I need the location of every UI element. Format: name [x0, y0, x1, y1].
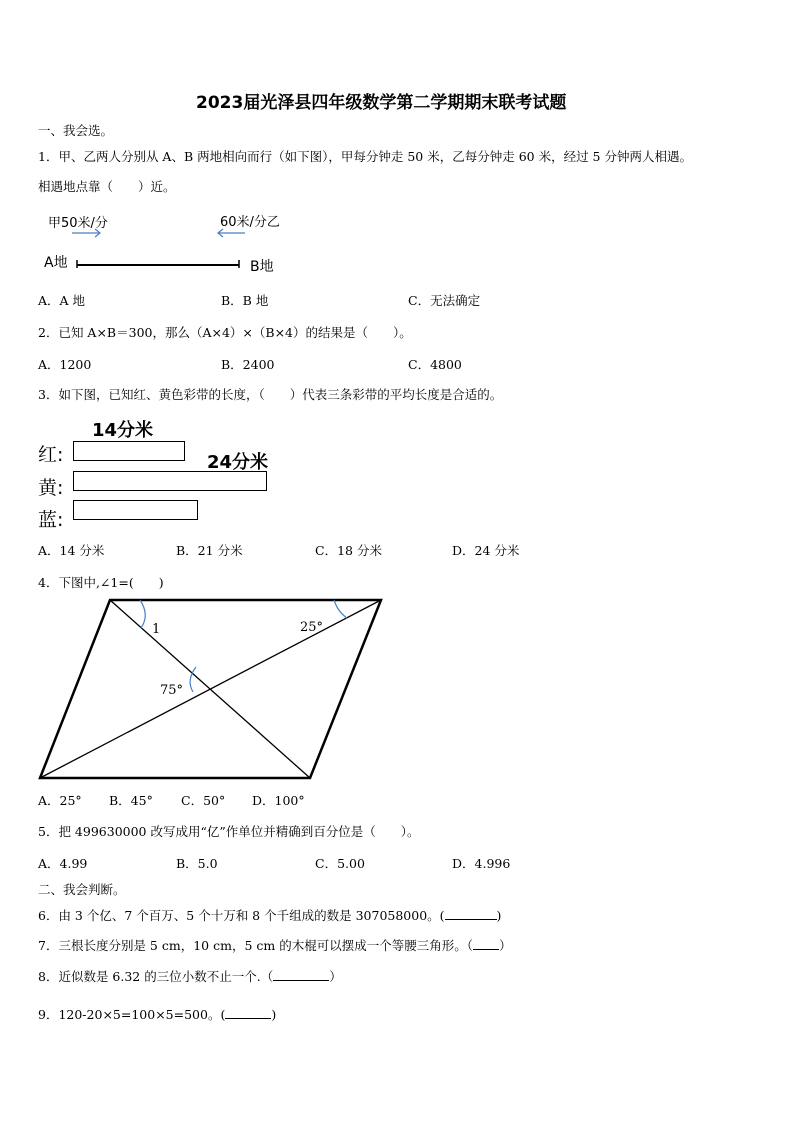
red-ribbon-bar	[73, 441, 185, 461]
point-a-label: A地	[44, 255, 68, 271]
q3-option-d: D．24 分米	[452, 543, 520, 558]
question-3-text: 3．如下图，已知红、黄色彩带的长度，（ ）代表三条彩带的平均长度是合适的。	[38, 387, 503, 402]
question-7-text: 7．三根长度分别是 5 cm，10 cm，5 cm 的木棍可以摆成一个等腰三角形。（ ）	[38, 938, 512, 953]
point-b-label: B地	[250, 259, 274, 275]
angle-25-label: 25°	[300, 620, 324, 635]
answer-blank-7[interactable]	[473, 937, 499, 950]
yellow-ribbon-bar	[73, 471, 267, 491]
question-6-text: 6．由 3 个亿、7 个百万、5 个十万和 8 个千组成的数是 307058000。( )	[38, 908, 502, 923]
question-4-text: 4．下图中,∠1=( )	[38, 575, 164, 590]
q1-option-c: C．无法确定	[408, 293, 481, 308]
q3-option-b: B．21 分米	[176, 543, 243, 558]
angle-25-arc	[334, 600, 347, 618]
question-1-figure	[40, 208, 290, 278]
angle-1-label: 1	[152, 622, 161, 637]
q4-option-c: C．50°	[181, 793, 226, 808]
question-8-text: 8．近似数是 6.32 的三位小数不止一个.（ ）	[38, 969, 342, 984]
blue-ribbon-bar	[73, 500, 198, 520]
q4-option-a: A．25°	[38, 793, 82, 808]
q5-option-a: A．4.99	[38, 856, 88, 871]
section-heading-choice: 一、我会选。	[38, 123, 114, 138]
q3-option-c: C．18 分米	[315, 543, 382, 558]
yi-speed-label: 60米/分乙	[220, 215, 280, 230]
question-6-body: 6．由 3 个亿、7 个百万、5 个十万和 8 个千组成的数是 307058000。(	[38, 908, 445, 923]
angle-75-arc	[190, 667, 196, 692]
question-7-body: 7．三根长度分别是 5 cm，10 cm，5 cm 的木棍可以摆成一个等腰三角形。（	[38, 938, 473, 953]
question-9-text: 9．120-20×5=100×5=500。( )	[38, 1007, 277, 1022]
answer-blank-6[interactable]	[445, 907, 497, 920]
q2-option-b: B．2400	[221, 357, 275, 372]
blue-ribbon-label: 蓝:	[38, 509, 64, 531]
q4-option-b: B．45°	[109, 793, 153, 808]
question-8-body: 8．近似数是 6.32 的三位小数不止一个.（	[38, 969, 274, 984]
diagonal-2	[40, 600, 381, 778]
page-title: 2023届光泽县四年级数学第二学期期末联考试题	[196, 93, 567, 113]
question-3-figure	[38, 414, 278, 529]
q1-option-a: A．A 地	[38, 293, 86, 308]
question-1-text: 1．甲、乙两人分别从 A、B 两地相向而行（如下图），甲每分钟走 50 米，乙每分钟走 60 米，经过 5 分钟两人相遇。	[38, 149, 692, 164]
yellow-length-label: 24分米	[207, 452, 269, 473]
q1-option-b: B．B 地	[221, 293, 269, 308]
q4-option-d: D．100°	[252, 793, 305, 808]
angle-1-arc	[140, 600, 145, 628]
q3-option-a: A．14 分米	[38, 543, 105, 558]
q5-option-c: C．5.00	[315, 856, 365, 871]
question-2-text: 2．已知 A×B＝300，那么（A×4）×（B×4）的结果是（ ）。	[38, 325, 412, 340]
yellow-ribbon-label: 黄:	[38, 477, 64, 499]
question-1-text-line2: 相遇地点靠（ ）近。	[38, 179, 176, 194]
angle-75-label: 75°	[160, 683, 184, 698]
parallelogram-figure	[0, 590, 400, 790]
answer-blank-8[interactable]	[273, 968, 329, 981]
q5-option-d: D．4.996	[452, 856, 511, 871]
answer-blank-9[interactable]	[225, 1006, 271, 1019]
section-heading-judge: 二、我会判断。	[38, 882, 126, 897]
q2-option-a: A．1200	[38, 357, 92, 372]
red-length-label: 14分米	[92, 420, 154, 441]
question-5-text: 5．把 499630000 改写成用“亿”作单位并精确到百分位是（ ）。	[38, 824, 420, 839]
jia-speed-label: 甲50米/分	[48, 216, 108, 231]
question-9-body: 9．120-20×5=100×5=500。(	[38, 1007, 226, 1022]
q2-option-c: C．4800	[408, 357, 462, 372]
q5-option-b: B．5.0	[176, 856, 218, 871]
red-ribbon-label: 红:	[38, 444, 64, 466]
